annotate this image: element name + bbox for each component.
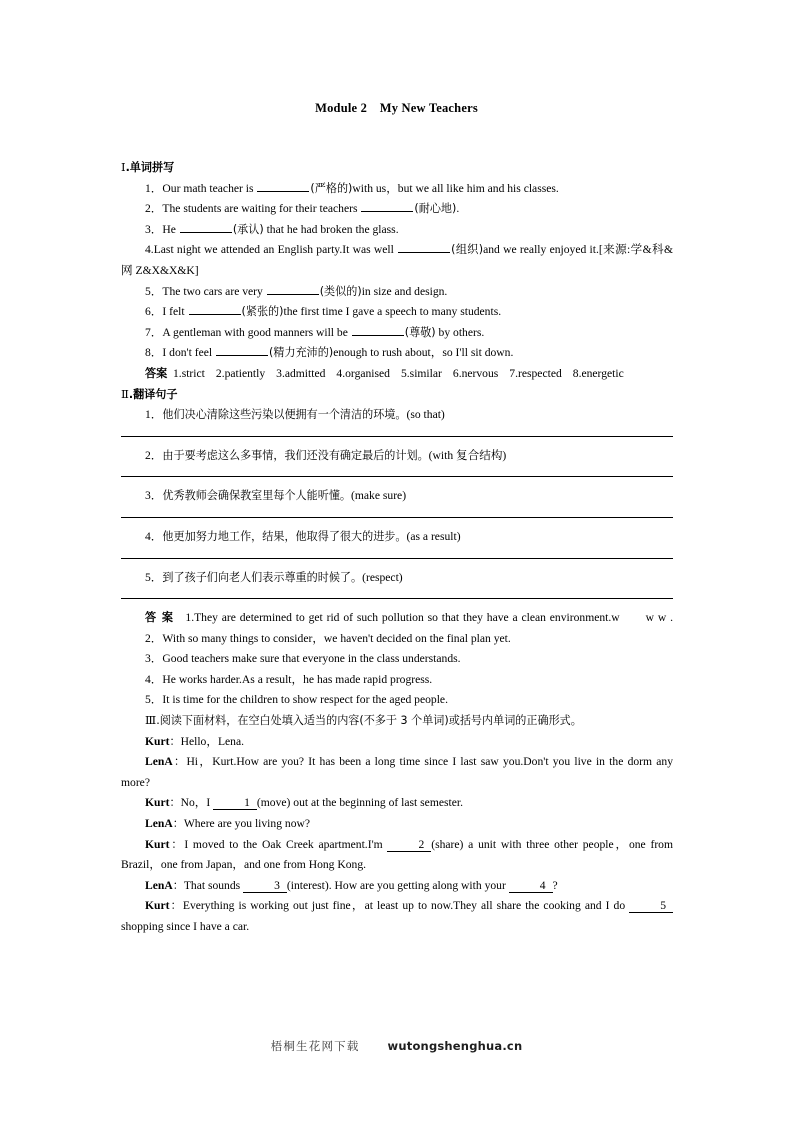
answer-item: With so many things to consider，we haven't decided on the final plan yet. bbox=[162, 631, 511, 645]
translate-item bbox=[121, 527, 673, 548]
dialogue-separator: ： bbox=[172, 817, 184, 831]
dialogue-separator: ： bbox=[169, 837, 185, 851]
item-cue: (make sure) bbox=[351, 489, 407, 503]
item-text: 他们决心清除这些污染以便拥有一个清洁的环境。 bbox=[162, 408, 407, 422]
item-number: 7． bbox=[145, 325, 163, 339]
numbered-blank[interactable]: 1 bbox=[213, 797, 257, 810]
answer-item: 1.They are determined to get rid of such pollution so that they have a clean environment.w w w . bbox=[185, 611, 673, 625]
item-number: 2． bbox=[145, 448, 163, 462]
answer-write-line[interactable] bbox=[121, 436, 673, 437]
answer-item: 3.admitted bbox=[276, 366, 326, 380]
dialogue-text: No，I bbox=[180, 796, 214, 810]
answer-rule-wrap bbox=[121, 507, 673, 527]
item-cue: (so that) bbox=[406, 408, 445, 422]
dialogue-text: Where are you living now? bbox=[183, 817, 311, 831]
dialogue-line bbox=[121, 793, 673, 814]
dialogue-text: (interest). How are you getting along with your bbox=[286, 878, 509, 892]
page-title: Module 2 My New Teachers bbox=[315, 101, 478, 115]
dialogue-text: ? bbox=[552, 878, 558, 892]
item-number: 4. bbox=[145, 243, 154, 257]
item-number: 3． bbox=[145, 489, 163, 503]
item-number: 5． bbox=[145, 284, 163, 298]
footer-site-name: 梧桐生花网下载 bbox=[270, 1039, 360, 1053]
dialogue-text: I moved to the Oak Creek apartment.I'm bbox=[184, 837, 388, 851]
item-cue: (respect) bbox=[362, 570, 403, 584]
section-one-items bbox=[121, 179, 673, 364]
section-two-label: .翻译句子 bbox=[128, 387, 178, 401]
answer-item: 6.nervous bbox=[452, 366, 499, 380]
section-three-roman: Ⅲ bbox=[145, 714, 157, 728]
dialogue-speaker: LenA bbox=[145, 878, 173, 892]
item-text-before: The students are waiting for their teachers bbox=[162, 202, 361, 216]
dialogue-speaker: Kurt bbox=[145, 734, 170, 748]
item-hint: (严格的) bbox=[310, 181, 353, 195]
item-number: 6． bbox=[145, 305, 163, 319]
question-item bbox=[121, 220, 673, 241]
question-item bbox=[121, 343, 673, 364]
answer-write-line[interactable] bbox=[121, 476, 673, 477]
dialogue-line bbox=[121, 752, 673, 793]
item-cue: (with 复合结构) bbox=[428, 448, 507, 462]
section-three-dialogue bbox=[121, 732, 673, 938]
item-text-after: with us，but we all like him and his classes. bbox=[352, 181, 559, 195]
item-number: 1． bbox=[145, 408, 163, 422]
section-one-heading bbox=[121, 158, 673, 179]
fill-blank[interactable] bbox=[361, 200, 413, 212]
fill-blank[interactable] bbox=[352, 324, 404, 336]
section-two-roman: Ⅱ bbox=[121, 387, 129, 401]
answer-rule-wrap bbox=[121, 548, 673, 568]
item-hint: (耐心地) bbox=[414, 202, 457, 216]
dialogue-speaker: Kurt bbox=[145, 837, 170, 851]
dialogue-line bbox=[121, 732, 673, 753]
question-item bbox=[121, 199, 673, 220]
dialogue-separator: ： bbox=[169, 899, 183, 913]
item-text-before: I don't feel bbox=[162, 346, 216, 360]
answer-item: 1.strict bbox=[173, 366, 205, 380]
item-text-after: by others. bbox=[435, 325, 485, 339]
item-text-before: Our math teacher is bbox=[162, 181, 257, 195]
fill-blank[interactable] bbox=[257, 180, 309, 192]
item-number: 4． bbox=[145, 529, 163, 543]
item-text-after: enough to rush about，so I'll sit down. bbox=[333, 346, 514, 360]
answer-item: It is time for the children to show respect for the aged people. bbox=[162, 693, 448, 707]
item-text-after: . bbox=[456, 202, 460, 216]
dialogue-text: (move) out at the beginning of last semester. bbox=[256, 796, 463, 810]
answer-item-row bbox=[121, 670, 673, 691]
translate-item bbox=[121, 486, 673, 507]
answer-item-row bbox=[121, 690, 673, 711]
dialogue-text: That sounds bbox=[183, 878, 244, 892]
item-hint: (组织) bbox=[451, 243, 484, 257]
item-hint: (精力充沛的) bbox=[269, 346, 334, 360]
dialogue-text: Hi，Kurt.How are you? It has been a long time since I last saw you.Don't you live in the dorm any more? bbox=[121, 755, 673, 789]
question-item bbox=[121, 282, 673, 303]
dialogue-speaker: Kurt bbox=[145, 899, 170, 913]
answer-write-line[interactable] bbox=[121, 598, 673, 599]
answer-write-line[interactable] bbox=[121, 517, 673, 518]
dialogue-separator: ： bbox=[172, 878, 184, 892]
numbered-blank[interactable]: 5 bbox=[629, 900, 673, 913]
answer-item: Good teachers make sure that everyone in the class understands. bbox=[162, 652, 461, 666]
footer-site-url: wutongshenghua.cn bbox=[387, 1039, 523, 1053]
item-text-before: The two cars are very bbox=[162, 284, 266, 298]
item-text: 优秀教师会确保教室里每个人能听懂。 bbox=[162, 489, 352, 503]
item-number: 5． bbox=[145, 693, 163, 707]
item-number: 2． bbox=[145, 631, 163, 645]
item-number: 8． bbox=[145, 346, 163, 360]
translate-item bbox=[121, 405, 673, 426]
answer-item: 5.similar bbox=[400, 366, 442, 380]
document-body bbox=[121, 158, 673, 938]
item-text-after: that he had broken the glass. bbox=[263, 222, 399, 236]
dialogue-speaker: LenA bbox=[145, 755, 173, 769]
dialogue-separator: ： bbox=[169, 796, 181, 810]
item-text-after: the first time I gave a speech to many students. bbox=[283, 305, 502, 319]
item-number: 3． bbox=[145, 222, 163, 236]
item-number: 3． bbox=[145, 652, 163, 666]
section-three-heading bbox=[121, 711, 673, 732]
section-one-label: .单词拼写 bbox=[125, 161, 175, 174]
answer-item: 8.energetic bbox=[572, 366, 624, 380]
section-two-answers-first bbox=[121, 608, 673, 629]
dialogue-separator: ： bbox=[169, 734, 181, 748]
answer-rule-wrap bbox=[121, 426, 673, 446]
fill-blank[interactable] bbox=[216, 344, 268, 356]
answer-label: 答 案 bbox=[145, 611, 174, 625]
answer-label: 答案 bbox=[145, 366, 168, 380]
answer-rule-wrap bbox=[121, 466, 673, 486]
answer-item: 7.respected bbox=[509, 366, 562, 380]
question-item bbox=[121, 323, 673, 344]
dialogue-separator: ： bbox=[172, 755, 187, 769]
item-text-after: in size and design. bbox=[361, 284, 448, 298]
answer-item: 2.patiently bbox=[215, 366, 266, 380]
dialogue-speaker: LenA bbox=[145, 817, 173, 831]
item-hint: (承认) bbox=[232, 222, 264, 236]
item-text-before: Last night we attended an English party.It was well bbox=[153, 243, 398, 257]
page-footer bbox=[0, 1038, 793, 1054]
answer-write-line[interactable] bbox=[121, 558, 673, 559]
dialogue-speaker: Kurt bbox=[145, 796, 170, 810]
item-text: 他更加努力地工作，结果，他取得了很大的进步。 bbox=[162, 529, 407, 543]
item-cue: (as a result) bbox=[406, 529, 461, 543]
dialogue-text: Hello，Lena. bbox=[180, 734, 245, 748]
dialogue-line bbox=[121, 876, 673, 897]
dialogue-line bbox=[121, 835, 673, 876]
fill-blank[interactable] bbox=[180, 221, 232, 233]
dialogue-text: (share) a unit with three other people，one from Brazil，one from Japan，and one from Hong Kong. bbox=[121, 837, 673, 872]
section-two-heading bbox=[121, 385, 673, 406]
item-text: 到了孩子们向老人们表示尊重的时候了。 bbox=[162, 570, 363, 584]
item-number: 4． bbox=[145, 672, 163, 686]
dialogue-text: shopping since I have a car. bbox=[121, 920, 250, 933]
answer-item: He works harder.As a result，he has made rapid progress. bbox=[162, 672, 433, 686]
translate-item bbox=[121, 568, 673, 589]
item-hint: (紧张的) bbox=[241, 305, 284, 319]
dialogue-line bbox=[121, 896, 673, 937]
item-text-before: I felt bbox=[162, 305, 188, 319]
item-text-before: A gentleman with good manners will be bbox=[162, 325, 351, 339]
fill-blank[interactable] bbox=[267, 283, 319, 295]
fill-blank[interactable] bbox=[398, 241, 450, 253]
item-hint: (类似的) bbox=[319, 284, 362, 298]
section-two-items bbox=[121, 405, 673, 608]
dialogue-text: Everything is working out just fine，at least up to now.They all share the cooking and I do bbox=[182, 899, 630, 913]
answer-item: 4.organised bbox=[336, 366, 390, 380]
item-hint: (尊敬) bbox=[404, 325, 436, 339]
item-text-before: He bbox=[162, 222, 179, 236]
item-number: 1． bbox=[145, 181, 163, 195]
numbered-blank[interactable]: 2 bbox=[387, 839, 431, 852]
question-item bbox=[121, 179, 673, 200]
section-three-label: .阅读下面材料，在空白处填入适当的内容(不多于 3 个单词)或括号内单词的正确形式。 bbox=[156, 714, 582, 728]
translate-item bbox=[121, 446, 673, 467]
question-item bbox=[121, 240, 673, 281]
item-text: 由于要考虑这么多事情，我们还没有确定最后的计划。 bbox=[162, 448, 429, 462]
numbered-blank[interactable]: 3 bbox=[243, 880, 287, 893]
section-one-answers bbox=[121, 364, 673, 385]
fill-blank[interactable] bbox=[189, 303, 241, 315]
item-number: 5． bbox=[145, 570, 163, 584]
item-number: 2． bbox=[145, 202, 163, 216]
numbered-blank[interactable]: 4 bbox=[509, 880, 553, 893]
answer-item-row bbox=[121, 629, 673, 650]
section-one-roman: Ⅰ bbox=[121, 161, 126, 174]
question-item bbox=[121, 302, 673, 323]
dialogue-line bbox=[121, 814, 673, 835]
item-text-after: and we really enjoyed it.[来源:学&科&网 Z&X&X&K] bbox=[121, 243, 673, 277]
answer-rule-wrap bbox=[121, 588, 673, 608]
answer-item-row bbox=[121, 649, 673, 670]
